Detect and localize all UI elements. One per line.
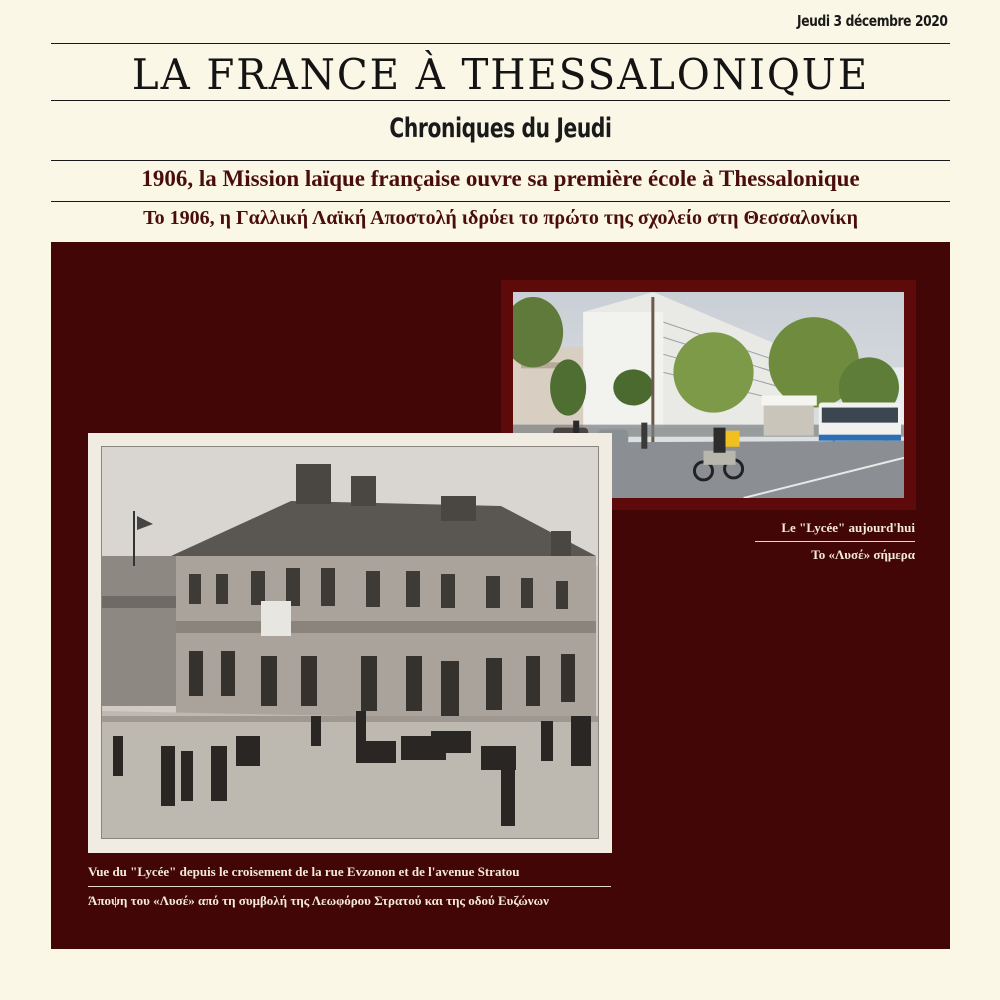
headline-french: 1906, la Mission laïque française ouvre sa première école à Thessalonique [141, 166, 860, 191]
headline-rule [51, 201, 950, 202]
modern-caption-french: Le "Lycée" aujourd'hui [781, 520, 915, 535]
issue-date: Jeudi 3 décembre 2020 [797, 12, 948, 30]
modern-caption-greek: Το «Λυσέ» σήμερα [811, 547, 915, 562]
historic-caption-french: Vue du "Lycée" depuis le croisement de la rue Evzonon et de l'avenue Stratou [88, 864, 520, 879]
historic-caption-greek: Άποψη του «Λυσέ» από τη συμβολή της Λεωφόρου Στρατού και της οδού Ευζώνων [88, 893, 549, 908]
series-subtitle: Chroniques du Jeudi [389, 113, 612, 144]
historic-photo-caption [88, 864, 611, 909]
caption-divider [88, 886, 611, 887]
masthead-rule [51, 100, 950, 101]
top-rule [51, 43, 950, 44]
caption-divider [755, 541, 915, 542]
historic-lycee-photo [101, 446, 599, 839]
article-panel [51, 242, 950, 949]
subtitle-rule [51, 160, 950, 161]
modern-photo-caption [755, 520, 915, 563]
historic-photo-frame [88, 433, 612, 853]
headline-greek: Το 1906, η Γαλλική Λαϊκή Αποστολή ιδρύει το πρώτο της σχολείο στη Θεσσαλονίκη [143, 207, 858, 229]
masthead-title: LA FRANCE À THESSALONIQUE [131, 50, 870, 99]
